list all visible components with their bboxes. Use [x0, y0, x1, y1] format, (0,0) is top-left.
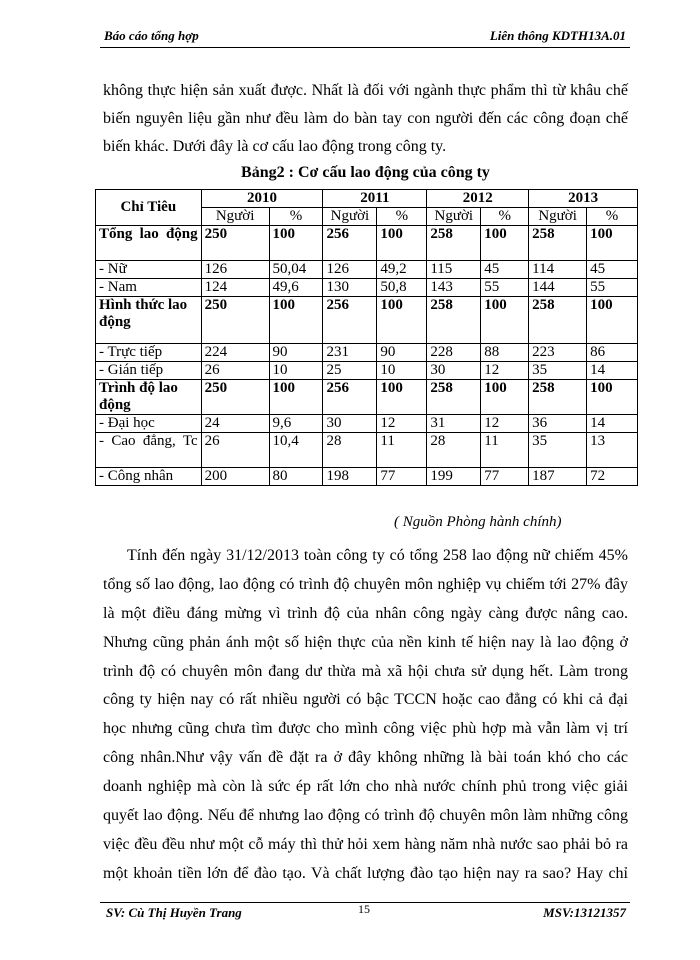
sub-header-nguoi: Người: [201, 208, 269, 226]
table-cell: 10: [377, 362, 427, 380]
row-label: - Nam: [96, 279, 202, 297]
table-row: [96, 344, 638, 362]
table-cell: 90: [269, 344, 323, 362]
table-cell: 228: [427, 344, 481, 362]
table-cell: 100: [269, 297, 323, 344]
table-cell: 11: [481, 433, 529, 468]
table-row: [96, 468, 638, 486]
table-cell: 11: [377, 433, 427, 468]
intro-line: biến nguyên liệu gần như đều làm do bàn tay con người đến các công đoạn chế: [103, 110, 628, 127]
table-cell: 72: [587, 468, 638, 486]
table-row: [96, 415, 638, 433]
table-cell: 100: [587, 297, 638, 344]
table-row: [96, 380, 638, 415]
sub-header-nguoi: Người: [427, 208, 481, 226]
table-cell: 124: [201, 279, 269, 297]
table-cell: 80: [269, 468, 323, 486]
table-row: [96, 261, 638, 279]
table-caption: Bảng2 : Cơ cấu lao động của công ty: [241, 164, 490, 181]
table-cell: 231: [323, 344, 377, 362]
table-cell: 223: [529, 344, 587, 362]
header-divider: [100, 47, 630, 48]
table-cell: 200: [201, 468, 269, 486]
sub-header-percent: %: [587, 208, 638, 226]
table-cell: 258: [529, 297, 587, 344]
table-cell: 143: [427, 279, 481, 297]
analysis-paragraph: [103, 542, 628, 889]
table-cell: 115: [427, 261, 481, 279]
intro-line: biến khác. Dưới đây là cơ cấu lao động trong công ty.: [103, 138, 447, 155]
table-cell: 10,4: [269, 433, 323, 468]
table-cell: 49,2: [377, 261, 427, 279]
table-cell: 126: [323, 261, 377, 279]
body-line: Nhưng cũng phản ánh một số hiện thực của nền kinh tế hiện nay là lao động ở: [103, 633, 628, 651]
year-header: 2011: [323, 190, 427, 208]
table-cell: 10: [269, 362, 323, 380]
labor-structure-table: [95, 189, 638, 486]
body-line: là một điều đáng mừng vì trình độ của nhân công ngày càng được nâng cao.: [103, 604, 628, 622]
body-line: học nhưng cũng chưa tìm được cho mình công việc phù hợp mà vẫn làm vị trí: [103, 720, 628, 738]
table-cell: 50,8: [377, 279, 427, 297]
table-cell: 13: [587, 433, 638, 468]
table-cell: 250: [201, 226, 269, 261]
body-line: một khoản tiền lớn để đào tạo. Và chất lượng đào tạo hiện nay ra sao? Hay chỉ: [103, 864, 628, 882]
header-left: Báo cáo tổng hợp: [104, 28, 199, 43]
sub-header-percent: %: [377, 208, 427, 226]
table-cell: 9,6: [269, 415, 323, 433]
table-cell: 258: [529, 226, 587, 261]
body-line: việc đều đều như một cỗ máy thì thử hỏi xem hàng năm nhà nước sao phải bỏ ra: [103, 835, 628, 853]
table-cell: 14: [587, 415, 638, 433]
table-cell: 256: [323, 297, 377, 344]
table-cell: 126: [201, 261, 269, 279]
table-cell: 258: [427, 226, 481, 261]
row-label: - Công nhân: [96, 468, 202, 486]
sub-header-nguoi: Người: [529, 208, 587, 226]
table-cell: 114: [529, 261, 587, 279]
table-source: ( Nguồn Phòng hành chính): [394, 514, 562, 530]
table-cell: 224: [201, 344, 269, 362]
year-header: 2013: [529, 190, 638, 208]
year-header: 2012: [427, 190, 529, 208]
table-row: [96, 226, 638, 261]
footer-student: SV: Cù Thị Huyền Trang: [106, 905, 242, 920]
table-cell: 100: [587, 226, 638, 261]
table-cell: 250: [201, 297, 269, 344]
sub-header-nguoi: Người: [323, 208, 377, 226]
year-header: 2010: [201, 190, 323, 208]
footer-student-id: MSV:13121357: [543, 905, 626, 920]
body-line: Tính đến ngày 31/12/2013 toàn công ty có tổng 258 lao động nữ chiếm 45%: [127, 547, 628, 564]
row-label: - Gián tiếp: [96, 362, 202, 380]
row-label: Tổng lao động: [96, 226, 202, 261]
table-cell: 258: [427, 380, 481, 415]
table-cell: 100: [269, 380, 323, 415]
table-cell: 90: [377, 344, 427, 362]
table-cell: 100: [377, 380, 427, 415]
table-cell: 100: [377, 226, 427, 261]
table-cell: 45: [587, 261, 638, 279]
table-cell: 26: [201, 362, 269, 380]
intro-paragraph: [103, 77, 628, 161]
table-row: [96, 362, 638, 380]
row-label: Hình thức lao động: [96, 297, 202, 344]
row-label: Trình độ lao động: [96, 380, 202, 415]
table-cell: 86: [587, 344, 638, 362]
body-line: công ty hiện nay có rất nhiều người có bậc TCCN hoặc cao đẳng có khi cả đại: [103, 691, 628, 709]
table-cell: 256: [323, 226, 377, 261]
table-year-row: [96, 190, 638, 208]
body-line: tổng số lao động, lao động có trình độ chuyên môn nghiệp vụ chiếm tới 27% đây: [103, 575, 628, 593]
table-cell: 199: [427, 468, 481, 486]
table-cell: 31: [427, 415, 481, 433]
table-body: [96, 226, 638, 486]
table-cell: 100: [377, 297, 427, 344]
table-cell: 24: [201, 415, 269, 433]
table-cell: 30: [323, 415, 377, 433]
table-cell: 49,6: [269, 279, 323, 297]
table-cell: 50,04: [269, 261, 323, 279]
page-number: 15: [358, 902, 370, 916]
sub-header-percent: %: [269, 208, 323, 226]
body-line: công nhân.Như vậy vấn đề đặt ra ở đây không những là bài toán khó cho các: [103, 749, 628, 767]
table-cell: 35: [529, 433, 587, 468]
table-cell: 198: [323, 468, 377, 486]
row-label: - Cao đẳng, Tc: [96, 433, 202, 468]
table-cell: 100: [481, 226, 529, 261]
table-cell: 14: [587, 362, 638, 380]
table-cell: 258: [427, 297, 481, 344]
header-chi-tieu: Chỉ Tiêu: [96, 190, 202, 226]
intro-line: không thực hiện sản xuất được. Nhất là đối với ngành thực phẩm thì từ khâu chế: [103, 82, 628, 99]
table-cell: 28: [427, 433, 481, 468]
table-cell: 55: [587, 279, 638, 297]
table-cell: 26: [201, 433, 269, 468]
table-cell: 36: [529, 415, 587, 433]
table-cell: 30: [427, 362, 481, 380]
table-cell: 100: [481, 297, 529, 344]
table-cell: 55: [481, 279, 529, 297]
table-cell: 258: [529, 380, 587, 415]
table-cell: 45: [481, 261, 529, 279]
table-row: [96, 433, 638, 468]
row-label: - Nữ: [96, 261, 202, 279]
body-line: doanh nghiệp mà còn là sức ép rất lớn cho nhà nước chính phủ trong việc giải: [103, 778, 628, 796]
table-cell: 187: [529, 468, 587, 486]
table-cell: 12: [377, 415, 427, 433]
table-cell: 35: [529, 362, 587, 380]
table-cell: 256: [323, 380, 377, 415]
table-cell: 25: [323, 362, 377, 380]
table-cell: 100: [587, 380, 638, 415]
row-label: - Đại học: [96, 415, 202, 433]
table-cell: 144: [529, 279, 587, 297]
table-cell: 100: [269, 226, 323, 261]
row-label: - Trực tiếp: [96, 344, 202, 362]
header-right: Liên thông KDTH13A.01: [489, 28, 626, 43]
table-row: [96, 297, 638, 344]
sub-header-percent: %: [481, 208, 529, 226]
table-cell: 250: [201, 380, 269, 415]
table-cell: 12: [481, 415, 529, 433]
body-line: quyết lao động. Nếu để nhưng lao động có trình độ chuyên môn làm những công: [103, 807, 628, 825]
table-cell: 77: [481, 468, 529, 486]
table-cell: 88: [481, 344, 529, 362]
table-cell: 12: [481, 362, 529, 380]
body-line: trình độ có chuyên môn đang dư thừa mà xã hội chưa sử dụng hết. Làm trong: [103, 662, 628, 680]
table-cell: 130: [323, 279, 377, 297]
table-cell: 77: [377, 468, 427, 486]
table-cell: 28: [323, 433, 377, 468]
table-row: [96, 279, 638, 297]
table-cell: 100: [481, 380, 529, 415]
